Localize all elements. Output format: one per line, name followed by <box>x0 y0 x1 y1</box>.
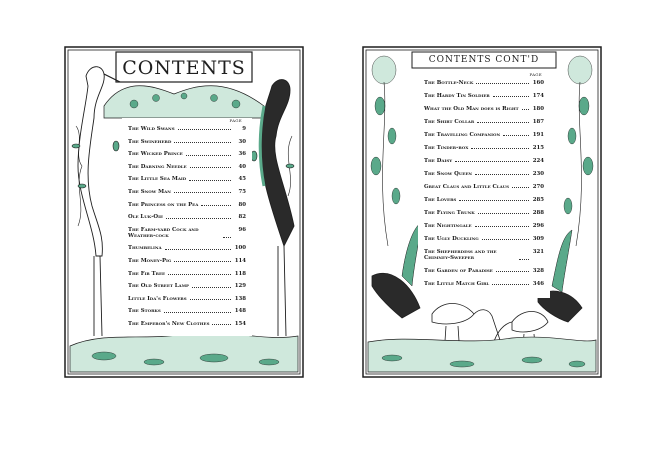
contents-entry <box>424 119 544 125</box>
entry-title: What the Old Man does is Right <box>424 106 519 112</box>
dot-leader <box>186 155 231 156</box>
entry-title: The Bottle-Neck <box>424 80 474 86</box>
dot-leader <box>492 284 529 285</box>
entry-page-number: 215 <box>532 145 544 151</box>
entry-page-number: 138 <box>234 295 246 302</box>
dot-leader <box>471 148 529 149</box>
contents-entry <box>128 296 246 302</box>
dot-leader <box>178 129 231 130</box>
dot-leader <box>174 192 231 193</box>
entry-page-number: 270 <box>532 184 544 190</box>
entry-page-number: 148 <box>234 308 246 315</box>
contents-entry <box>424 268 544 274</box>
contents-entry <box>424 184 544 190</box>
dot-leader <box>190 299 231 300</box>
dot-leader <box>496 271 529 272</box>
entry-title: The Snow Man <box>128 189 171 195</box>
contents-entry <box>128 189 246 195</box>
entry-title: The Flying Trunk <box>424 210 475 216</box>
contents-entry <box>424 223 544 229</box>
entry-page-number: 100 <box>234 245 246 252</box>
dot-leader <box>174 142 231 143</box>
entry-title: The Fir Tree <box>128 270 166 277</box>
dot-leader <box>212 324 231 325</box>
page-column-label: PAGE <box>529 72 542 77</box>
dot-leader <box>201 205 231 206</box>
entry-page-number: 191 <box>532 132 544 138</box>
entry-title: Ole Luk-Oie <box>128 214 164 221</box>
entry-title: The Shirt Collar <box>424 119 475 125</box>
dot-leader <box>174 261 231 262</box>
dot-leader <box>192 287 231 288</box>
contents-entry <box>128 227 246 240</box>
entry-title: The Farm-yard Cock and Weather-cock <box>128 226 199 240</box>
contents-entry <box>128 321 246 327</box>
entry-page-number: 309 <box>532 236 544 242</box>
entry-title: The Nightingale <box>424 223 472 229</box>
dot-leader <box>459 200 529 201</box>
entry-page-number: 224 <box>532 158 544 164</box>
entry-page-number: 174 <box>532 93 544 99</box>
entry-page-number: 160 <box>532 80 544 86</box>
dot-leader <box>476 83 529 84</box>
contents-continued-title: CONTENTS CONT'D <box>428 55 540 65</box>
entry-page-number: 321 <box>532 249 544 255</box>
contents-entry <box>424 93 544 99</box>
contents-entry <box>128 308 246 314</box>
contents-entry <box>424 80 544 86</box>
contents-entry <box>128 214 246 220</box>
entry-page-number: 328 <box>532 268 544 274</box>
entry-title: The Darning Needle <box>128 163 187 170</box>
entry-title: The Little Sea Maid <box>128 176 187 183</box>
entry-page-number: 80 <box>238 201 246 208</box>
dot-leader <box>477 122 529 123</box>
dot-leader <box>223 237 231 238</box>
contents-entry <box>424 171 544 177</box>
dot-leader <box>164 312 231 313</box>
entry-title: The Wild Swans <box>128 126 175 132</box>
dot-leader <box>166 218 231 219</box>
contents-entry <box>424 132 544 138</box>
entry-page-number: 187 <box>532 119 544 125</box>
entry-title: Great Claus and Little Claus <box>424 184 510 190</box>
right-contents-page <box>362 46 602 378</box>
entry-page-number: 346 <box>532 281 544 287</box>
entry-title: Thumbelina <box>128 245 162 252</box>
dot-leader <box>165 249 231 250</box>
entry-page-number: 180 <box>532 106 544 112</box>
entry-page-number: 230 <box>532 171 544 177</box>
contents-entry <box>424 197 544 203</box>
contents-entry <box>128 126 246 132</box>
dot-leader <box>503 135 529 136</box>
dot-leader <box>475 174 529 175</box>
entry-page-number: 285 <box>532 197 544 203</box>
dot-leader <box>478 213 529 214</box>
entry-title: The Swineherd <box>128 138 172 145</box>
contents-entry <box>128 245 246 251</box>
dot-leader <box>168 274 231 275</box>
contents-entry <box>424 281 544 287</box>
dot-leader <box>522 109 529 110</box>
entry-title: The Old Street Lamp <box>128 283 190 290</box>
entry-page-number: 40 <box>238 163 246 170</box>
dot-leader <box>493 96 529 97</box>
entry-page-number: 45 <box>238 176 246 183</box>
dot-leader <box>512 187 529 188</box>
entry-title: The Garden of Paradise <box>424 268 493 274</box>
dot-leader <box>455 161 529 162</box>
page-column-label: PAGE <box>229 118 242 123</box>
entry-title: The Ugly Duckling <box>424 236 479 242</box>
entry-title: The Daisy <box>424 158 453 164</box>
contents-entry <box>424 210 544 216</box>
contents-entry <box>128 139 246 145</box>
entry-title: The Emperor's New Clothes <box>128 321 210 327</box>
contents-continued-list-panel <box>418 72 550 298</box>
entry-page-number: 75 <box>238 189 246 195</box>
entry-page-number: 114 <box>234 258 246 264</box>
contents-entry <box>128 283 246 289</box>
contents-entry <box>128 258 246 264</box>
dot-leader <box>482 239 529 240</box>
contents-entry <box>424 236 544 242</box>
contents-entry <box>424 158 544 164</box>
contents-entry <box>424 106 544 112</box>
contents-entry <box>424 249 544 262</box>
entry-page-number: 9 <box>242 126 246 132</box>
entry-title: The Lovers <box>424 197 457 203</box>
contents-entry <box>128 271 246 277</box>
dot-leader <box>475 226 529 227</box>
left-contents-page <box>64 46 304 378</box>
entry-title: The Travelling Companion <box>424 132 501 138</box>
contents-entry <box>128 202 246 208</box>
entry-title: The Storks <box>128 308 161 315</box>
contents-title: CONTENTS <box>122 57 246 79</box>
contents-entry <box>424 145 544 151</box>
entry-title: The Shepherdess and the Chimney-Sweeper <box>424 249 497 262</box>
entry-title: The Little Match Girl <box>424 281 490 287</box>
entry-title: The Wicked Prince <box>128 151 183 158</box>
entry-title: The Money-Pig <box>128 258 172 264</box>
entry-page-number: 154 <box>234 321 246 327</box>
contents-entry <box>128 164 246 170</box>
entry-page-number: 129 <box>234 283 246 290</box>
entry-page-number: 82 <box>238 214 246 221</box>
entry-page-number: 36 <box>238 151 246 158</box>
entry-page-number: 118 <box>234 270 246 277</box>
contents-list-panel <box>122 118 252 336</box>
contents-entry <box>128 151 246 157</box>
entry-title: Little Ida's Flowers <box>128 295 187 302</box>
entry-page-number: 96 <box>238 226 246 233</box>
dot-leader <box>519 259 529 260</box>
dot-leader <box>189 180 231 181</box>
entry-title: The Hardy Tin Soldier <box>424 93 490 99</box>
contents-entry <box>128 176 246 182</box>
entry-page-number: 288 <box>532 210 544 216</box>
dot-leader <box>190 167 231 168</box>
entry-title: The Snow Queen <box>424 171 473 177</box>
entry-page-number: 30 <box>238 138 246 145</box>
entry-title: The Princess on the Pea <box>128 201 199 208</box>
entry-page-number: 296 <box>532 223 544 229</box>
entry-title: The Tinder-box <box>424 145 469 151</box>
